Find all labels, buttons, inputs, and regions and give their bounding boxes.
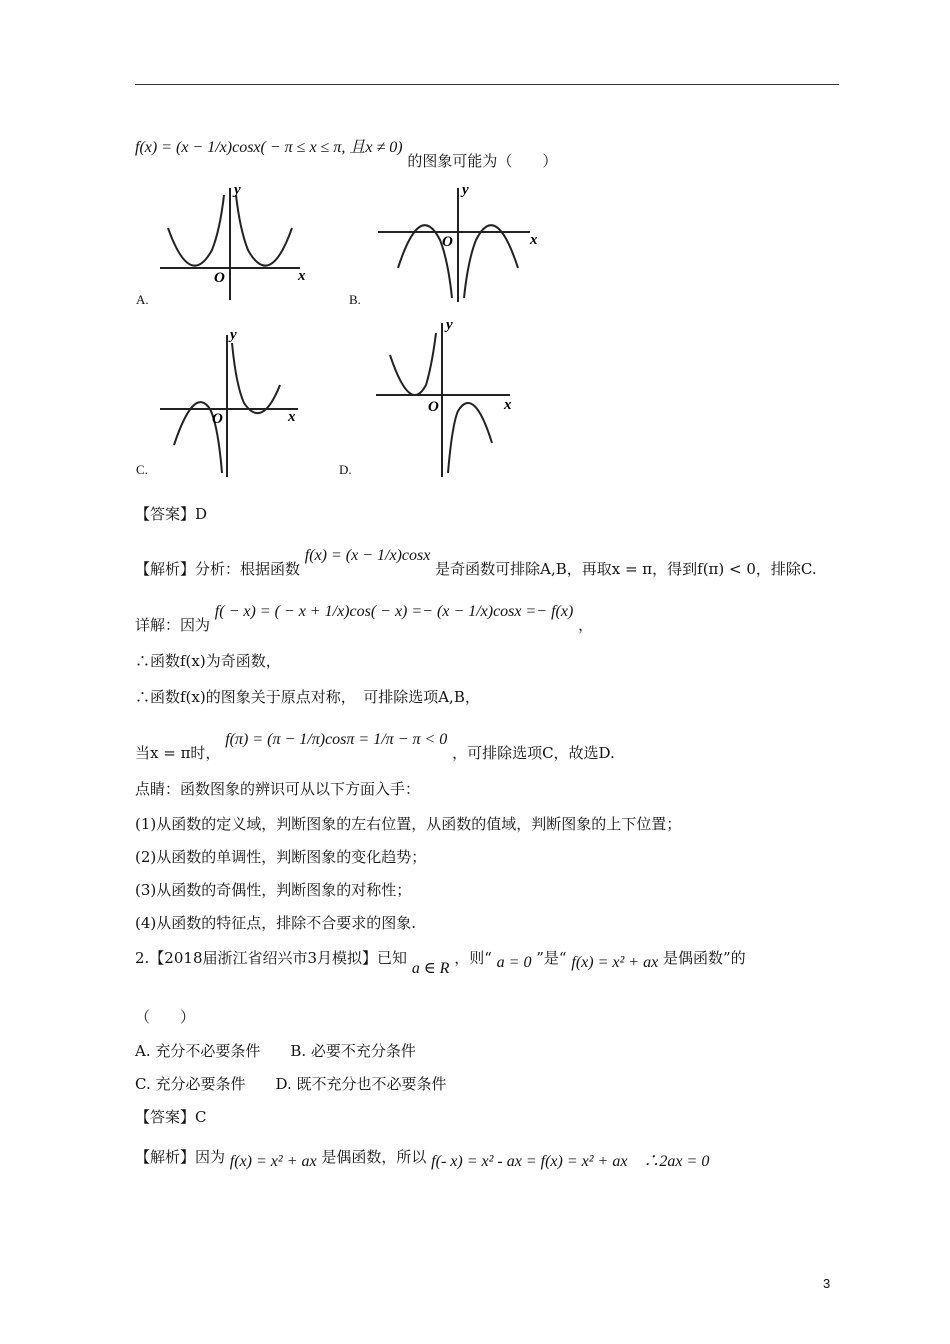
q2-stem (135, 947, 746, 977)
q2-analysis-f1: f(x) = x² + ax (229, 1153, 317, 1170)
q2-stem-head: 2.【2018届浙江省绍兴市3月模拟】已知 (135, 949, 408, 967)
q1-detail-formula: f( − x) = ( − x + 1/x)cos( − x) =− (x − 1/x)cosx =− f(x) (214, 603, 574, 620)
q2-analysis-head: 【解析】因为 (135, 1148, 226, 1166)
page-number: 3 (823, 1276, 831, 1291)
q1-step3-formula: f(π) = (π − 1/π)cosπ = 1/π − π < 0 (225, 731, 448, 748)
figure-a-x-label: x (298, 268, 306, 284)
q1-detail-tail: ， (578, 616, 594, 634)
q1-formula: f(x) = (x − 1/x)cosx( − π ≤ x ≤ π, 且x ≠ 0) (135, 139, 403, 156)
q2-mid2: ”是“ (536, 949, 567, 967)
q1-tip-2: (2)从函数的单调性，判断图象的变化趋势； (135, 848, 427, 866)
q2-stem-tail: 是偶函数”的 (662, 949, 746, 967)
q1-tip-4: (4)从函数的特征点，排除不合要求的图象. (135, 914, 417, 932)
q2-options-ab: A. 充分不必要条件 B. 必要不充分条件 (135, 1042, 416, 1060)
q1-stem (135, 134, 558, 170)
q2-mid1: ，则“ (454, 949, 492, 967)
q1-step3-head: 当x = π时， (135, 744, 221, 762)
q1-analysis-formula: f(x) = (x − 1/x)cosx (304, 547, 431, 564)
q2-options-cd: C. 充分必要条件 D. 既不充分也不必要条件 (135, 1075, 447, 1093)
q1-tip-title: 点睛：函数图象的辨识可从以下方面入手： (135, 780, 421, 798)
figure-a-y-label: y (234, 182, 241, 198)
figure-c-x-label: x (288, 409, 296, 425)
header-rule (135, 84, 839, 85)
q2-analysis-f2: f(- x) = x² - ax = f(x) = x² + ax ∴2ax = 0 (431, 1153, 710, 1170)
q1-analysis-head: 【解析】分析：根据函数 (135, 560, 301, 578)
q1-answer: 【答案】D (135, 505, 208, 523)
option-d-label: D. (339, 462, 352, 477)
figure-a-origin: O (214, 270, 225, 286)
q1-detail-head: 详解：因为 (135, 616, 211, 634)
q1-step3 (135, 731, 615, 763)
figure-d-origin: O (428, 399, 439, 415)
q2-cond3: f(x) = x² + ax (571, 954, 659, 971)
figure-d-y-label: y (446, 317, 453, 333)
q1-step3-tail: ，可排除选项C，故选D. (452, 744, 615, 762)
figure-c-origin: O (212, 411, 223, 427)
q1-step1: ∴函数f(x)为奇函数， (135, 652, 281, 670)
option-b-label: B. (349, 292, 361, 307)
q1-suffix: 的图象可能为（ ） (407, 152, 558, 170)
q1-detail (135, 603, 594, 635)
q1-analysis-tail: 是奇函数可排除A,B，再取x = π，得到f(π) < 0，排除C. (435, 560, 817, 578)
q1-analysis (135, 547, 817, 579)
figure-b (370, 180, 550, 305)
figure-d-x-label: x (504, 397, 512, 413)
figure-b-origin: O (442, 234, 453, 250)
q2-analysis (135, 1144, 710, 1170)
q1-step2: ∴函数f(x)的图象关于原点对称， 可排除选项A,B， (135, 688, 480, 706)
q1-tip-1: (1)从函数的定义域，判断图象的左右位置，从函数的值域，判断图象的上下位置； (135, 815, 682, 833)
q2-cond2: a = 0 (496, 954, 532, 971)
figure-c-y-label: y (230, 327, 237, 343)
figure-b-y-label: y (462, 182, 469, 198)
figure-c (150, 325, 310, 480)
option-a-label: A. (136, 292, 149, 307)
q2-analysis-mid: 是偶函数，所以 (321, 1148, 427, 1166)
q2-answer: 【答案】C (135, 1108, 207, 1126)
figure-b-x-label: x (530, 232, 538, 248)
option-c-label: C. (136, 462, 148, 477)
figure-a (150, 180, 325, 305)
q1-tip-3: (3)从函数的奇偶性，判断图象的对称性； (135, 881, 412, 899)
figure-d (370, 315, 530, 480)
q2-paren: （ ） (135, 1008, 196, 1026)
q2-cond1: a ∈ R (411, 960, 450, 977)
